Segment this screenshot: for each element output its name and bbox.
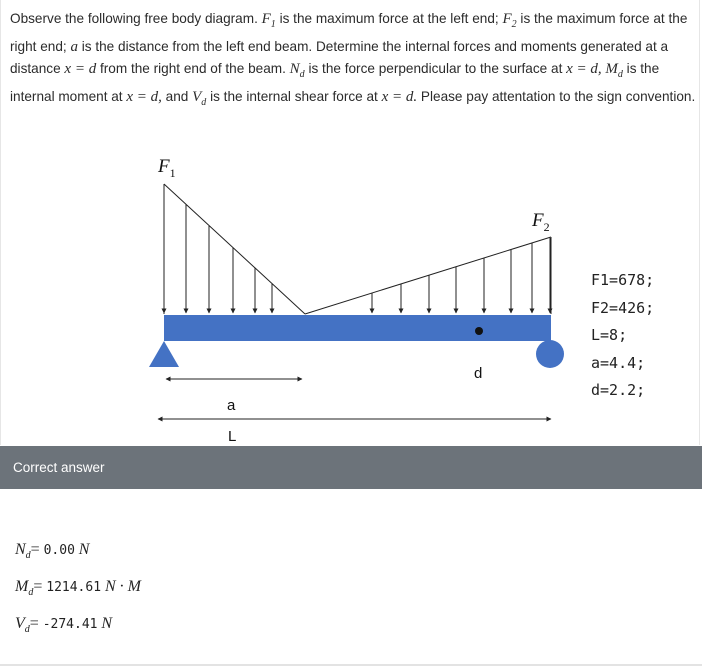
l-label: L	[228, 428, 237, 445]
question-fragment: is the internal shear force at	[206, 89, 382, 104]
f1-label: $F_1$	[158, 156, 176, 180]
answer-unit: N · M	[104, 578, 141, 595]
param-l: L=8;	[591, 326, 628, 345]
question-fragment: from the right end of the beam.	[96, 61, 290, 76]
d-label: d	[474, 365, 483, 382]
question-fragment: is the internal moment at	[10, 61, 660, 104]
equation: x = d,	[126, 89, 162, 105]
question-fragment: is the maximum force at the right end;	[10, 11, 688, 54]
answer-value: 1214.61	[46, 580, 102, 595]
param-d: d=2.2;	[591, 381, 646, 400]
answer-unit: N	[78, 541, 90, 558]
bottom-divider	[0, 664, 702, 666]
question-fragment: is the maximum force at the left end;	[275, 11, 503, 26]
left-load-arrows	[164, 184, 272, 313]
roller-support	[536, 340, 564, 368]
answer-unit: N	[101, 615, 113, 632]
answer-value: -274.41	[42, 617, 98, 632]
answer-value: 0.00	[43, 543, 75, 558]
answer-equals: =	[33, 578, 43, 595]
param-a: a=4.4;	[591, 353, 646, 372]
answer-nd	[15, 541, 89, 561]
correct-answer-banner	[0, 446, 702, 489]
answer-equals: =	[29, 615, 39, 632]
answer-symbol: $N_d$	[15, 541, 31, 562]
question-fragment: Please pay attentation to the sign convention.	[417, 89, 696, 104]
md-symbol: $M_d$	[605, 61, 623, 80]
f2-label: $F_2$	[532, 210, 550, 234]
param-f2: F2=426;	[591, 298, 655, 317]
pin-support	[149, 341, 179, 367]
equation: x = d,	[566, 61, 606, 77]
load-outline	[164, 184, 551, 314]
param-f1: F1=678;	[591, 271, 655, 289]
answer-symbol: $V_d$	[15, 615, 30, 636]
a-label: a	[227, 397, 236, 414]
answer-md	[15, 578, 141, 598]
beam	[164, 315, 551, 341]
right-load-arrows	[372, 238, 550, 313]
parameter-list	[591, 267, 654, 405]
question-fragment: Observe the following free body diagram.	[10, 11, 262, 26]
vd-symbol: $V_d$	[192, 89, 207, 108]
nd-symbol: $N_d$	[289, 61, 305, 80]
answer-symbol: $M_d$	[15, 578, 34, 599]
a-symbol: a	[70, 39, 78, 55]
question-fragment: and	[161, 89, 193, 104]
f2-symbol: $F_2$	[502, 11, 517, 30]
correct-answer-label: Correct answer	[13, 460, 105, 475]
question-fragment: is the force perpendicular to the surface at	[304, 61, 567, 76]
answer-vd	[15, 615, 112, 635]
question-fragment: is the distance from the left end beam. Determine the internal forces and moments generated at a distance	[10, 39, 669, 76]
answer-equals: =	[30, 541, 40, 558]
point-d-marker	[475, 327, 483, 335]
f1-symbol: $F_1$	[261, 11, 276, 30]
question-text	[10, 8, 696, 114]
equation: x = d.	[381, 89, 418, 105]
equation: x = d	[64, 61, 97, 77]
